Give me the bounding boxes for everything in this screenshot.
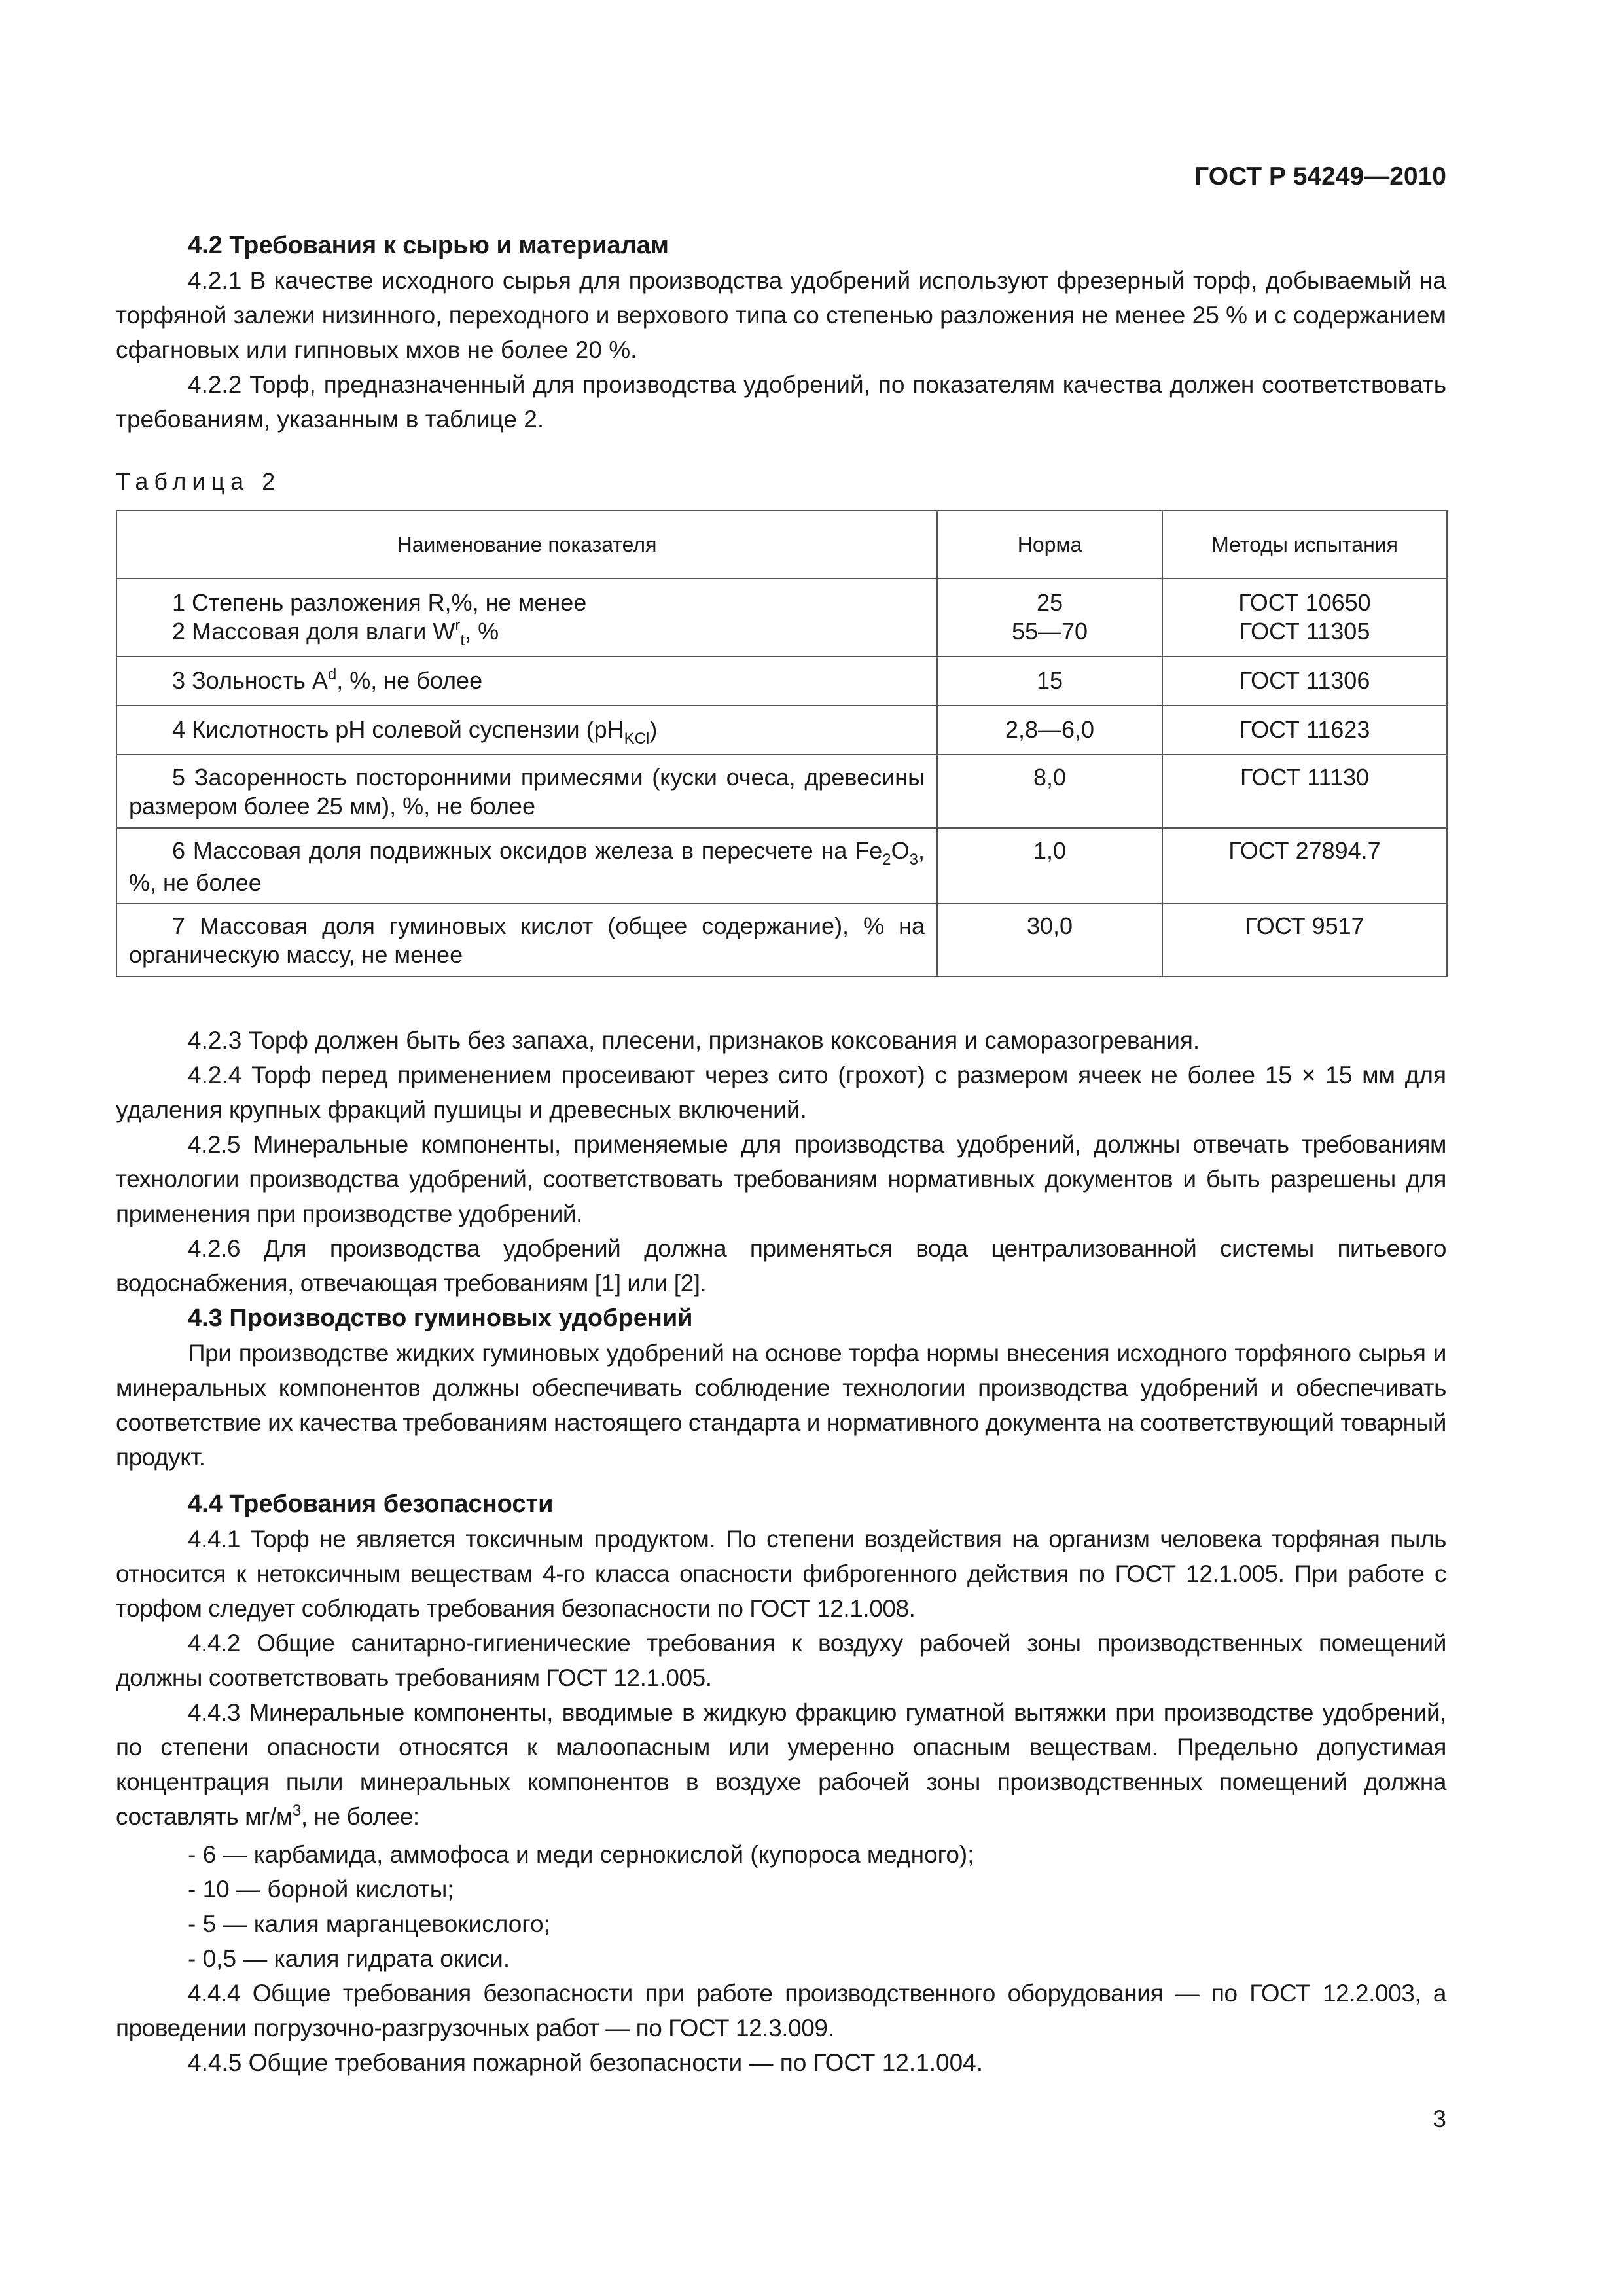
header-methods: Методы испытания: [1162, 511, 1447, 579]
indicator-text: 4 Кислотность pH солевой суспензии (pH: [172, 716, 624, 743]
spacer: [116, 1475, 1446, 1486]
superscript: d: [327, 666, 337, 683]
table-row: [116, 579, 1447, 656]
indicator-cell: [116, 579, 937, 656]
superscript: 3: [292, 1802, 301, 1820]
table-row: [116, 706, 1447, 755]
indicator-cell: 5 Засоренность посторонними примесями (куски очеса, древесины размером более 25 мм), %, не более: [116, 755, 937, 828]
paragraph-text: , не более:: [300, 1803, 419, 1830]
subscript: t: [460, 632, 465, 649]
document-code: ГОСТ Р 54249—2010: [1194, 162, 1446, 190]
norm-cell: 1,0: [937, 828, 1162, 903]
table-row: [116, 656, 1447, 706]
method-value: ГОСТ 11305: [1239, 618, 1370, 645]
paragraph-4-4-5: 4.4.5 Общие требования пожарной безопасности — по ГОСТ 12.1.004.: [188, 2049, 984, 2076]
paragraph-4-4-1: 4.4.1 Торф не является токсичным продуктом. По степени воздействия на организм человека торфяная пыль относится к нетоксичным веществам 4-го класса опасности фиброгенного действия по ГОСТ 12.1.005. При работе с торфом следует соблюдать требования безопасности по ГОСТ 12.1.008.: [116, 1526, 1446, 1622]
table-row: [116, 828, 1447, 903]
list-item: - 5 — калия марганцевокислого;: [188, 1910, 550, 1937]
table-caption: Таблица 2: [116, 468, 281, 495]
section-heading-4-4: 4.4 Требования безопасности: [188, 1490, 554, 1518]
norm-value: 55—70: [1011, 618, 1088, 645]
list-item: - 10 — борной кислоты;: [188, 1876, 454, 1903]
paragraph-4-2-2: 4.2.2 Торф, предназначенный для производства удобрений, по показателям качества должен соответствовать требованиям, указанным в таблице 2.: [116, 371, 1446, 433]
header-indicator: Наименование показателя: [116, 511, 937, 579]
norm-cell: [937, 579, 1162, 656]
page-content: [116, 228, 1446, 2080]
method-cell: ГОСТ 11623: [1162, 706, 1447, 755]
indicator-text: 3 Зольность A: [172, 667, 328, 694]
indicator-cell: 7 Массовая доля гуминовых кислот (общее содержание), % на органическую массу, не менее: [116, 903, 937, 977]
indicator-line: 1 Степень разложения R,%, не менее: [172, 589, 587, 616]
page-number: 3: [1433, 2106, 1446, 2132]
list-item: - 6 — карбамида, аммофоса и меди сернокислой (купороса медного);: [188, 1841, 974, 1868]
indicator-text: 2 Массовая доля влаги W: [172, 618, 455, 645]
table-row: [116, 755, 1447, 828]
paragraph-4-4-3: [116, 1695, 1446, 1837]
indicator-text: , %, не более: [129, 837, 925, 896]
header-norm: Норма: [937, 511, 1162, 579]
indicator-cell: [116, 656, 937, 706]
norm-cell: 15: [937, 656, 1162, 706]
indicator-line: [129, 617, 925, 649]
paragraph-4-2-3: 4.2.3 Торф должен быть без запаха, плесени, признаков коксования и саморазогревания.: [188, 1027, 1200, 1054]
indicator-text: O: [891, 837, 910, 864]
method-cell: ГОСТ 9517: [1162, 903, 1447, 977]
norm-value: 25: [1036, 589, 1063, 616]
superscript: r: [455, 617, 461, 634]
paragraph-4-2-5: 4.2.5 Минеральные компоненты, применяемые для производства удобрений, должны отвечать требованиям технологии производства удобрений, соответствовать требованиям нормативных документов и быть разрешены для применения при производстве удобрений.: [116, 1131, 1446, 1227]
subscript: KCl: [624, 730, 650, 747]
spacer: [116, 977, 1446, 1023]
paragraph-4-3: При производстве жидких гуминовых удобрений на основе торфа нормы внесения исходного торфяного сырья и минеральных компонентов должны обеспечивать соблюдение технологии производства удобрений и обеспечивать соответствие их качества требованиям настоящего стандарта и нормативного документа на соответствующий товарный продукт.: [116, 1340, 1447, 1471]
paragraph-4-4-2: 4.4.2 Общие санитарно-гигиенические требования к воздуху рабочей зоны производственных помещений должны соответствовать требованиям ГОСТ 12.1.005.: [116, 1630, 1446, 1691]
table-row: [116, 903, 1447, 977]
norm-cell: 30,0: [937, 903, 1162, 977]
paragraph-text: 4.4.3 Минеральные компоненты, вводимые в жидкую фракцию гуматной вытяжки при производстве удобрений, по степени опасности относятся к малоопасным или умеренно опасным веществам. Предельно допустимая концентрация пыли минеральных компонентов в воздухе рабочей зоны производственных помещений должна составлять мг/м: [116, 1699, 1446, 1830]
subscript: 3: [909, 851, 918, 869]
subscript: 2: [882, 851, 891, 869]
list-item: - 0,5 — калия гидрата окиси.: [188, 1945, 510, 1972]
method-cell: ГОСТ 11306: [1162, 656, 1447, 706]
requirements-table: [116, 510, 1448, 977]
method-value: ГОСТ 10650: [1238, 589, 1371, 616]
section-heading-4-2: 4.2 Требования к сырью и материалам: [188, 232, 669, 259]
indicator-text: , %: [465, 618, 499, 645]
table-header-row: [116, 511, 1447, 579]
section-heading-4-3: 4.3 Производство гуминовых удобрений: [188, 1304, 693, 1332]
paragraph-4-2-1: 4.2.1 В качестве исходного сырья для производства удобрений используют фрезерный торф, добываемый на торфяной залежи низинного, переходного и верхового типа со степенью разложения не менее 25 % и с содержанием сфагновых или гипновых мхов не более 20 %.: [116, 267, 1446, 363]
indicator-text: , %, не более: [336, 667, 483, 694]
method-cell: ГОСТ 27894.7: [1162, 828, 1447, 903]
method-cell: [1162, 579, 1447, 656]
indicator-cell: [116, 706, 937, 755]
method-cell: ГОСТ 11130: [1162, 755, 1447, 828]
paragraph-4-2-4: 4.2.4 Торф перед применением просеивают через сито (грохот) с размером ячеек не более 15 × 15 мм для удаления крупных фракций пушицы и древесных включений.: [116, 1062, 1446, 1123]
indicator-text: 6 Массовая доля подвижных оксидов железа в пересчете на Fe: [172, 837, 883, 864]
paragraph-4-2-6: 4.2.6 Для производства удобрений должна применяться вода централизованной системы питьевого водоснабжения, отвечающая требованиям [1] или [2].: [116, 1235, 1446, 1297]
paragraph-4-4-4: 4.4.4 Общие требования безопасности при работе производственного оборудования — по ГОСТ 12.2.003, а проведении погрузочно-разгрузочных работ — по ГОСТ 12.3.009.: [116, 1980, 1446, 2041]
norm-cell: 2,8—6,0: [937, 706, 1162, 755]
norm-cell: 8,0: [937, 755, 1162, 828]
indicator-cell: [116, 828, 937, 903]
indicator-text: ): [649, 716, 658, 743]
